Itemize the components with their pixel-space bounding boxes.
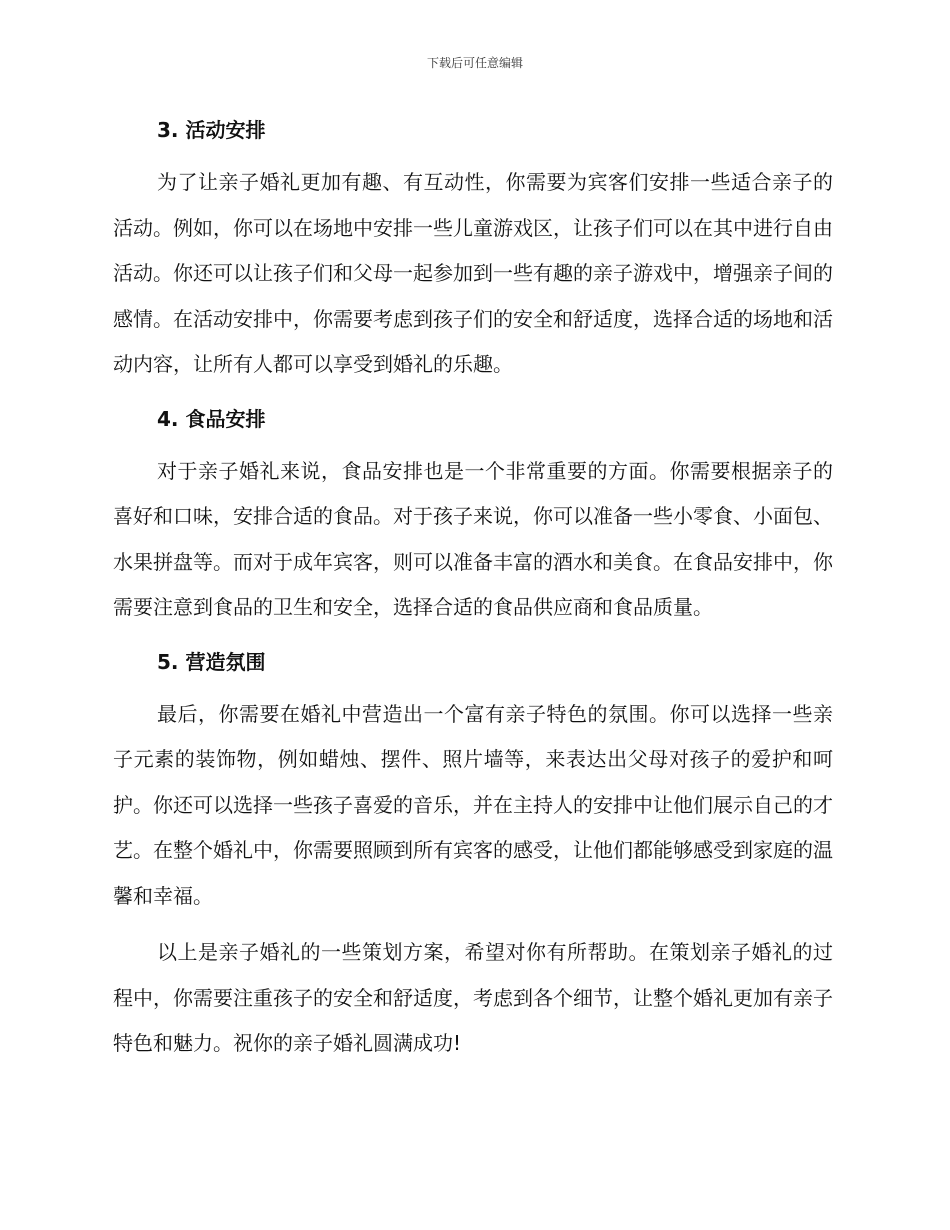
page-header-note: 下载后可任意编辑 — [426, 56, 523, 70]
section-heading-atmosphere: 5. 营造氛围 — [157, 649, 266, 674]
section-paragraph-food: 对于亲子婚礼来说，食品安排也是一个非常重要的方面。你需要根据亲子的喜好和口味，安排合适的食品。对于孩子来说，你可以准备一些小零食、小面包、水果拼盘等。而对于成年宾客，则可以准备丰富的酒水和美食。在食品安排中，你需要注意到食品的卫生和安全，选择合适的食品供应商和食品质量。 — [113, 458, 833, 619]
document-body — [113, 110, 833, 1067]
section-heading-food: 4. 食品安排 — [157, 406, 266, 431]
section-heading-activities: 3. 活动安排 — [157, 118, 266, 142]
section-paragraph-activities: 为了让亲子婚礼更加有趣、有互动性，你需要为宾客们安排一些适合亲子的活动。例如，你可以在场地中安排一些儿童游戏区，让孩子们可以在其中进行自由活动。你还可以让孩子们和父母一起参加到一些有趣的亲子游戏中，增强亲子间的感情。在活动安排中，你需要考虑到孩子们的安全和舒适度，选择合适的场地和活动内容，让所有人都可以享受到婚礼的乐趣。 — [113, 170, 833, 376]
section-paragraph-atmosphere: 最后，你需要在婚礼中营造出一个富有亲子特色的氛围。你可以选择一些亲子元素的装饰物，例如蜡烛、摆件、照片墙等，来表达出父母对孩子的爱护和呵护。你还可以选择一些孩子喜爱的音乐，并在主持人的安排中让他们展示自己的才艺。在整个婚礼中，你需要照顾到所有宾客的感受，让他们都能够感受到家庭的温馨和幸福。 — [113, 701, 833, 908]
conclusion-paragraph: 以上是亲子婚礼的一些策划方案，希望对你有所帮助。在策划亲子婚礼的过程中，你需要注重孩子的安全和舒适度，考虑到各个细节，让整个婚礼更加有亲子特色和魅力。祝你的亲子婚礼圆满成功! — [113, 940, 833, 1055]
